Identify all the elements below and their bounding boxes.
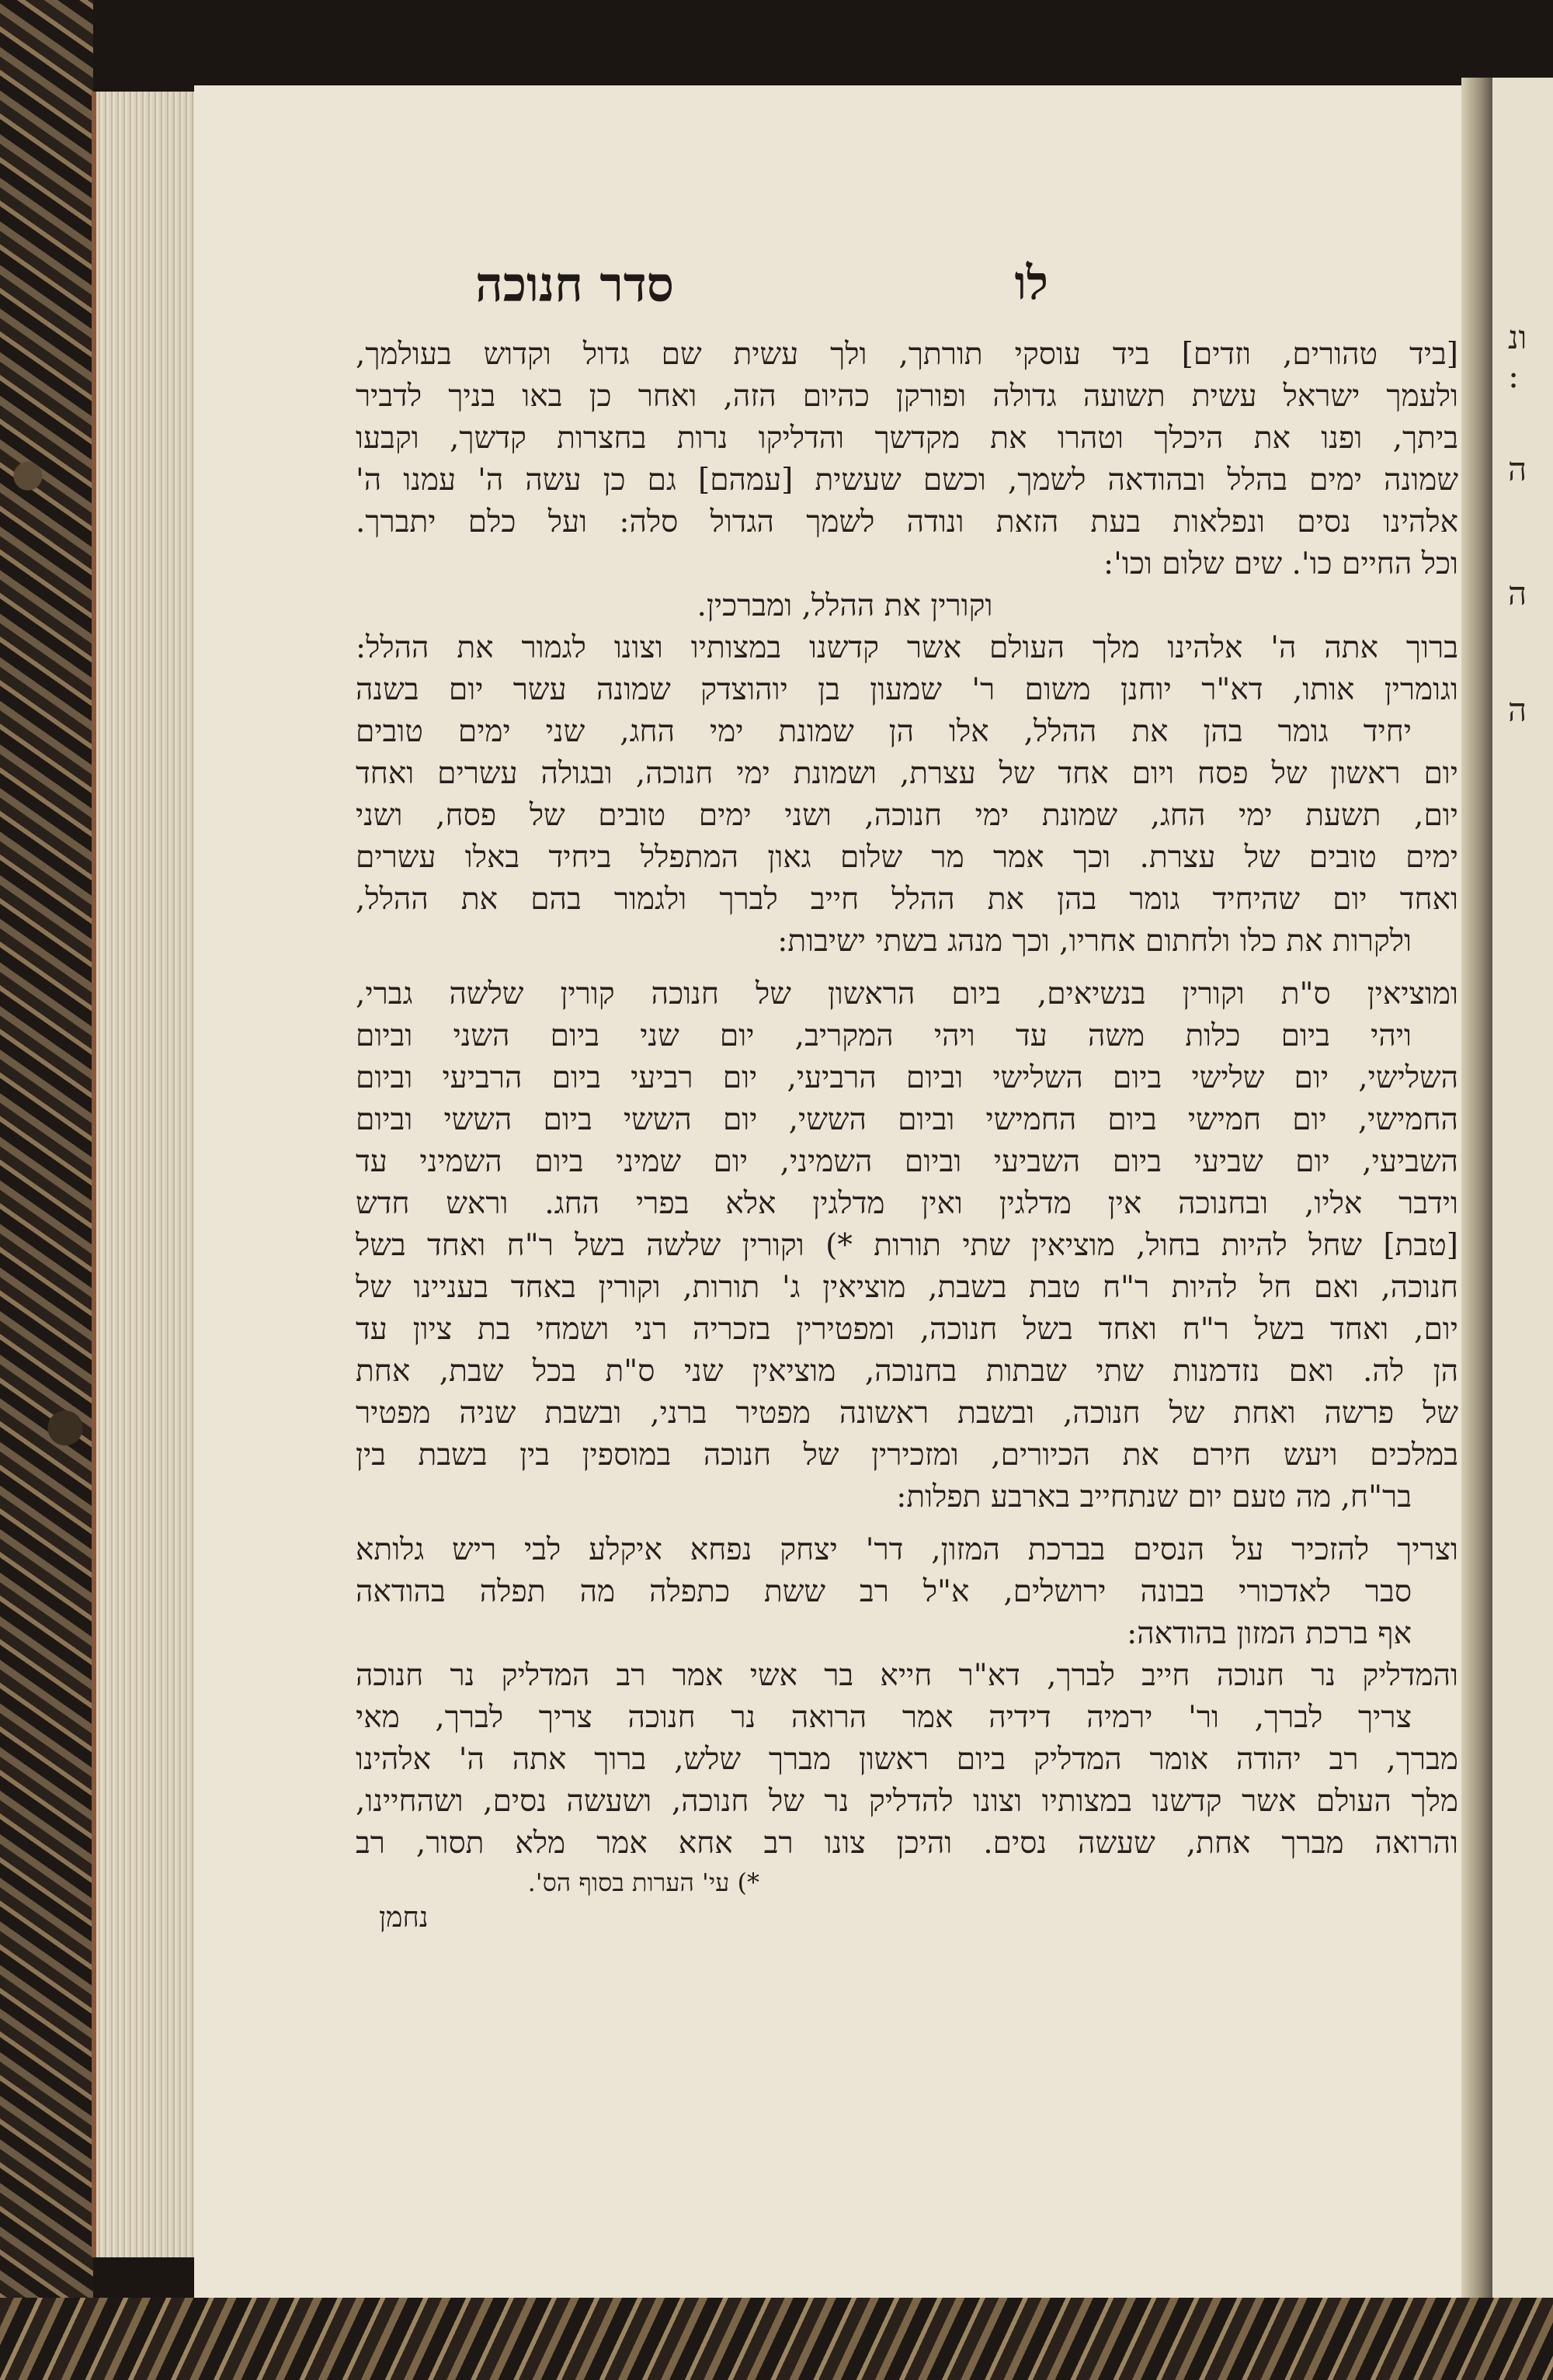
text-line: מלך העולם אשר קדשנו במצותיו וצונו להדליק נר של חנוכה, ושעשה נסים, ושהחיינו, [356, 1784, 1458, 1819]
book-cover-left [0, 0, 93, 2380]
book-cover-bottom [0, 2298, 1553, 2380]
text-line: החמישי, יום חמישי ביום החמישי וביום הששי, יום הששי ביום הששי וביום [356, 1102, 1458, 1137]
text-line: ויהי ביום כלות משה עד ויהי המקריב, יום שני ביום השני וביום [356, 1018, 1412, 1053]
facing-page-fragment: ה [1508, 574, 1527, 612]
text-line: יום, תשעת ימי החג, שמונת ימי חנוכה, ושני ימים טובים של פסח, ושני [356, 798, 1458, 833]
page-edges [92, 92, 199, 2257]
text-line: במלכים ויעש חירם את הכיורים, ומזכירין של חנוכה במוספין בין בשבת בין [356, 1438, 1458, 1473]
catchword: נחמן [379, 1902, 429, 1934]
text-line: ולעמך ישראל עשית תשועה גדולה ופורקן כהיום הזה, ואחר כן באו בניך לדביר [356, 379, 1458, 414]
blessing-line: ברוך אתה ה' אלהינו מלך העולם אשר קדשנו במצותיו וצונו לגמור את ההלל: [356, 630, 1458, 665]
text-line: [ביד טהורים, וזדים] ביד עוסקי תורתך, ולך עשית שם גדול וקדוש בעולמך, [356, 337, 1458, 372]
text-line: של פרשה ואחת של חנוכה, ובשבת ראשונה מפטיר ברני, ובשבת שניה מפטיר [356, 1396, 1458, 1431]
facing-page-fragment: ה [1508, 450, 1527, 488]
facing-page-fragment: : [1508, 357, 1520, 395]
text-line: וקורין את ההלל, ומברכין. [697, 588, 993, 623]
page-body [356, 334, 1458, 1936]
text-line: בר"ח, מה טעם יום שנתחייב בארבע תפלות: [896, 1480, 1412, 1514]
text-line: השלישי, יום שלישי ביום השלישי וביום הרביעי, יום רביעי ביום הרביעי וביום [356, 1060, 1458, 1095]
text-line: [טבת] שחל להיות בחול, מוציאין שתי תורות *) וקורין שלשה בשל ר"ח ואחד בשל [356, 1228, 1458, 1263]
text-line: ואחד יום שהיחיד גומר בהן את ההלל חייב לברך ולגמור בהם את ההלל, [356, 882, 1458, 917]
page-number: לו [1014, 256, 1048, 311]
text-line: מברך, רב יהודה אומר המדליק ביום ראשון מברך שלש, ברוך אתה ה' אלהינו [356, 1742, 1458, 1777]
text-line: אלהינו נסים ונפלאות בעת הזאת ונודה לשמך הגדול סלה: ועל כלם יתברך. [356, 505, 1458, 539]
text-line: השביעי, יום שביעי ביום השביעי וביום השמיני, יום שמיני ביום השמיני עד [356, 1144, 1458, 1179]
facing-page-fragment: ה [1508, 691, 1527, 729]
text-line: יום, ואחד בשל ר"ח ואחד בשל חנוכה, ומפטירין בזכריה רני ושמחי בת ציון עד [356, 1312, 1458, 1347]
text-line: ולקרות את כלו ולחתום אחריו, וכך מנהג בשתי ישיבות: [777, 924, 1412, 959]
text-line: והרואה מברך אחת, שעשה נסים. והיכן צונו רב אחא אמר מלא תסור, רב [356, 1826, 1458, 1861]
text-line: וידבר אליו, ובחנוכה אין מדלגין ואין מדלגין אלא בפרי החג. וראש חדש [356, 1186, 1458, 1221]
text-line: שמונה ימים בהלל ובהודאה לשמך, וכשם שעשית [עמהם] גם כן עשה ה' עמנו ה' [356, 463, 1458, 498]
facing-page-fragment: ונ [1508, 318, 1527, 356]
text-line: יחיד גומר בהן את ההלל, אלו הן שמונת ימי החג, שני ימים טובים [356, 714, 1412, 749]
footnote: *) עי' הערות בסוף הס'. [527, 1868, 759, 1897]
text-line: וכל החיים כו'. שים שלום וכו': [1103, 546, 1458, 581]
text-line: ימים טובים של עצרת. וכך אמר מר שלום גאון המתפלל ביחיד באלו עשרים [356, 840, 1458, 875]
text-line: וגומרין אותו, דא"ר יוחנן משום ר' שמעון בן יוהוצדק שמונה עשר יום בשנה [356, 672, 1458, 707]
text-line: יום ראשון של פסח ויום אחד של עצרת, ושמונת ימי חנוכה, ובגולה עשרים ואחד [356, 756, 1458, 791]
text-line: הן לה. ואם נזדמנות שתי שבתות בחנוכה, מוציאין שני ס"ת בכל שבת, אחת [356, 1354, 1458, 1389]
spine-gutter [1461, 78, 1492, 2298]
page-header [194, 256, 1048, 326]
text-line: חנוכה, ואם חל להיות ר"ח טבת בשבת, מוציאין ג' תורות, וקורין באחד בעניינו של [356, 1270, 1458, 1305]
text-line: והמדליק נר חנוכה חייב לברך, דא"ר חייא בר אשי אמר רב המדליק נר חנוכה [356, 1658, 1458, 1693]
text-line: ומוציאין ס"ת וקורין בנשיאים, ביום הראשון של חנוכה קורין שלשה גברי, [356, 977, 1458, 1011]
text-line: ביתך, ופנו את היכלך וטהרו את מקדשך והדליקו נרות בחצרות קדשך, וקבעו [356, 421, 1458, 456]
text-line: סבר לאדכורי בבונה ירושלים, א"ל רב ששת כתפלה מה תפלה בהודאה [356, 1574, 1412, 1609]
text-line: וצריך להזכיר על הנסים בברכת המזון, דר' יצחק נפחא איקלע לבי ריש גלותא [356, 1532, 1458, 1567]
text-line: צריך לברך, ור' ירמיה דידיה אמר הרואה נר חנוכה צריך לברך, מאי [356, 1700, 1412, 1735]
facing-page-edge [1492, 78, 1553, 2298]
text-line: אף ברכת המזון בהודאה: [1127, 1616, 1412, 1651]
running-title: סדר חנוכה [475, 256, 674, 313]
